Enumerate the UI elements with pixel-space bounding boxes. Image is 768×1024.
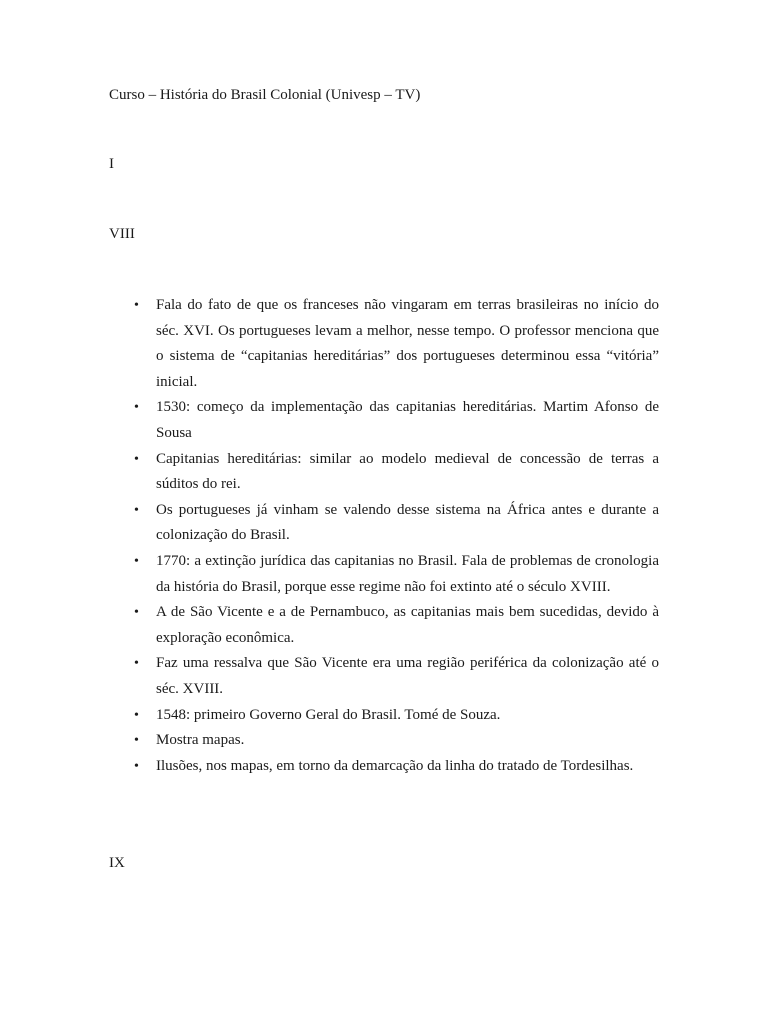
list-item-text: Fala do fato de que os franceses não vingaram em terras brasileiras no início do séc. XVI. Os portugueses levam a melhor, nesse tempo. O professor menciona que o sistema de “capitanias hereditárias” dos portugueses determinou essa “vitória” inicial.	[156, 297, 659, 390]
section-heading-viii: VIII	[109, 226, 135, 242]
bullet-list	[109, 293, 659, 779]
list-item	[109, 703, 659, 729]
list-item	[109, 395, 659, 446]
list-item-text: 1530: começo da implementação das capitanias hereditárias. Martim Afonso de Sousa	[156, 399, 659, 441]
bullet-icon: •	[134, 656, 139, 672]
list-item	[109, 293, 659, 395]
bullet-icon: •	[134, 733, 139, 749]
list-item	[109, 447, 659, 498]
list-item-text: 1548: primeiro Governo Geral do Brasil. Tomé de Souza.	[156, 706, 501, 723]
section-heading-ix: IX	[109, 855, 125, 871]
document-title: Curso – História do Brasil Colonial (Univesp – TV)	[109, 87, 421, 103]
bullet-icon: •	[134, 707, 139, 723]
list-item-text: Os portugueses já vinham se valendo desse sistema na África antes e durante a colonização do Brasil.	[156, 501, 659, 544]
bullet-icon: •	[134, 605, 139, 621]
list-item	[109, 754, 659, 780]
list-item-text: Faz uma ressalva que São Vicente era uma região periférica da colonização até o séc. XVIII.	[156, 655, 659, 697]
bullet-icon: •	[134, 758, 139, 774]
list-item-text: Capitanias hereditárias: similar ao modelo medieval de concessão de terras a súditos do rei.	[156, 450, 659, 493]
bullet-icon: •	[134, 553, 139, 569]
list-item	[109, 651, 659, 702]
bullet-icon: •	[134, 502, 139, 518]
list-item-text: A de São Vicente e a de Pernambuco, as capitanias mais bem sucedidas, devido à exploração econômica.	[156, 604, 659, 646]
list-item	[109, 728, 659, 754]
bullet-icon: •	[134, 451, 139, 467]
list-item-text: Mostra mapas.	[156, 732, 245, 749]
list-item-text: Ilusões, nos mapas, em torno da demarcação da linha do tratado de Tordesilhas.	[156, 757, 634, 774]
list-item	[109, 600, 659, 651]
list-item-text: 1770: a extinção jurídica das capitanias no Brasil. Fala de problemas de cronologia da história do Brasil, porque esse regime não foi extinto até o século XVIII.	[156, 552, 659, 595]
bullet-icon: •	[134, 298, 139, 313]
bullet-icon: •	[134, 400, 139, 416]
section-heading-i: I	[109, 156, 114, 172]
list-item	[109, 549, 659, 600]
list-item	[109, 498, 659, 549]
